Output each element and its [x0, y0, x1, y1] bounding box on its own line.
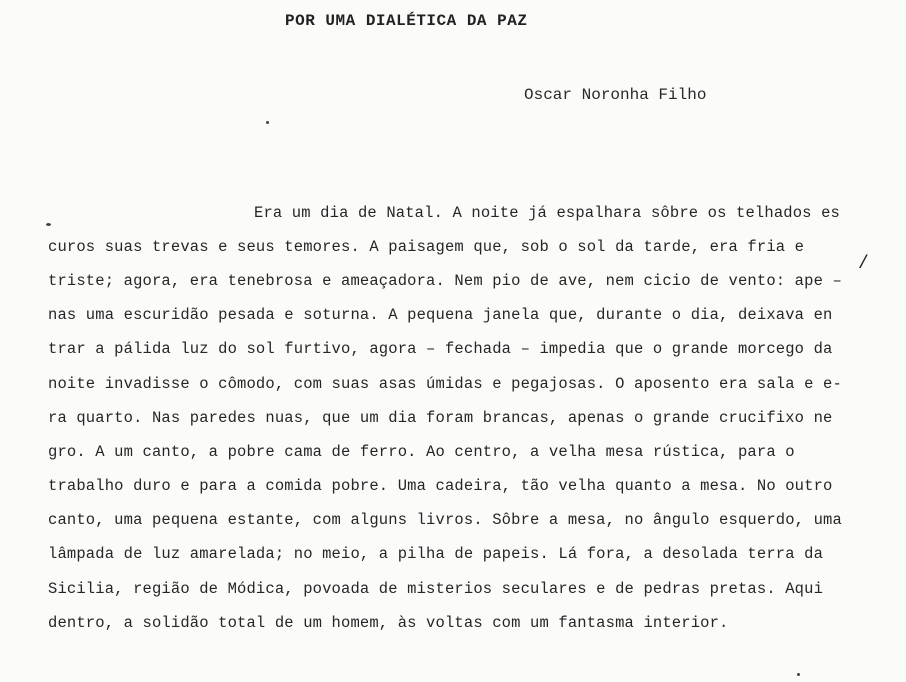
body-line: lâmpada de luz amarelada; no meio, a pilha de papeis. Lá fora, a desolada terra da [48, 545, 824, 563]
body-line: triste; agora, era tenebrosa e ameaçadora. Nem pio de ave, nem cicio de vento: ape – [48, 272, 842, 290]
document-title: POR UMA DIALÉTICA DA PAZ [285, 12, 528, 30]
body-line: Era um dia de Natal. A noite já espalhara sôbre os telhados es [254, 204, 840, 222]
body-line: ra quarto. Nas paredes nuas, que um dia foram brancas, apenas o grande crucifixo ne [48, 409, 833, 427]
body-line: dentro, a solidão total de um homem, às voltas com um fantasma interior. [48, 614, 729, 632]
body-line: trabalho duro e para a comida pobre. Uma cadeira, tão velha quanto a mesa. No outro [48, 477, 833, 495]
body-line: canto, uma pequena estante, com alguns livros. Sôbre a mesa, no ângulo esquerdo, uma [48, 511, 842, 529]
body-line: noite invadisse o cômodo, com suas asas úmidas e pegajosas. O aposento era sala e e- [48, 375, 842, 393]
body-line: Sicilia, região de Módica, povoada de misterios seculares e de pedras pretas. Aqui [48, 580, 824, 598]
body-line: nas uma escuridão pesada e soturna. A pequena janela que, durante o dia, deixava en [48, 306, 833, 324]
body-line: curos suas trevas e seus temores. A paisagem que, sob o sol da tarde, era fria e [48, 238, 805, 256]
ink-speck [797, 673, 800, 676]
ink-speck [46, 223, 51, 226]
body-line: trar a pálida luz do sol furtivo, agora – fechada – impedia que o grande morcego da [48, 340, 833, 358]
ink-speck [266, 121, 269, 124]
body-line: gro. A um canto, a pobre cama de ferro. Ao centro, a velha mesa rústica, para o [48, 443, 795, 461]
margin-slash-mark: / [858, 254, 869, 274]
author-name: Oscar Noronha Filho [524, 86, 707, 104]
